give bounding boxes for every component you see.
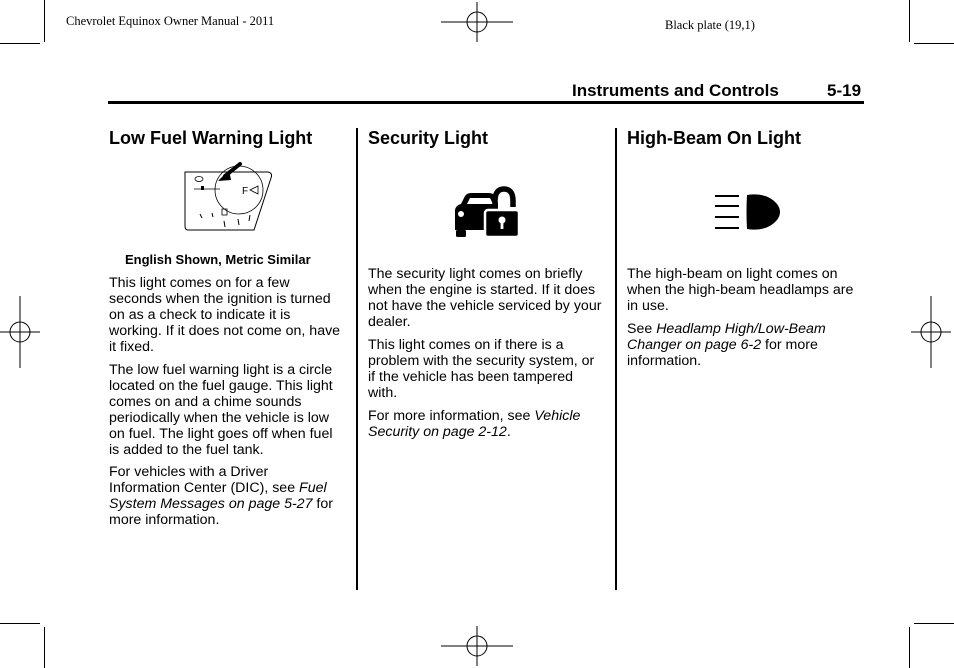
paragraph [627,321,863,369]
crop-mark [909,627,910,668]
text-line [109,496,349,512]
text-line: For vehicles with a Driver [109,464,269,480]
text-run: . [506,424,511,440]
paragraph [627,266,863,314]
registration-mark [0,296,40,368]
paragraph-text [627,321,863,369]
cross-reference-link[interactable]: System Messages on page 5-27 [109,496,313,512]
crop-mark [0,43,40,44]
heading-low-fuel: Low Fuel Warning Light [109,128,313,148]
text-run: for more information. [627,337,818,369]
text-line [109,480,349,496]
column-divider [615,128,617,590]
low-fuel-gauge-icon [182,160,274,234]
crop-mark [0,623,40,624]
cross-reference-link[interactable]: Headlamp High/Low-Beam Changer on page 6-2 [627,321,826,353]
paragraph [109,464,349,528]
high-beam-icon [713,192,783,232]
text-run: For more information, see [368,408,535,424]
registration-mark [441,626,513,666]
text-run: Information Center (DIC), see [109,480,300,496]
section-title: Instruments and Controls [572,81,779,100]
paragraph-text [368,408,606,440]
security-lock-icon [453,186,519,238]
text-run: for [312,496,333,512]
heading-security-light: Security Light [368,128,489,148]
column-divider [356,128,358,590]
registration-mark [911,296,951,368]
text-line: more information. [109,512,220,528]
paragraph [109,275,345,355]
crop-mark [44,627,45,668]
paragraph-text: This light comes on if there is a problem with the security system, or if the vehicle has been tampered with. [368,337,595,401]
gauge-label: F [242,186,249,197]
paragraph-text: This light comes on for a few seconds when the ignition is turned on as a check to indicate it is working. If it does not come on, have it fixed. [109,275,341,355]
paragraph [368,337,596,401]
cross-reference-link[interactable]: Fuel [299,480,327,496]
text-run: See [627,321,657,337]
figure-caption: English Shown, Metric Similar [125,252,311,267]
paragraph [368,408,606,440]
running-header-left: Chevrolet Equinox Owner Manual - 2011 [66,14,275,28]
crop-mark [909,0,910,42]
crop-mark [44,0,45,42]
paragraph-text: The security light comes on briefly when the engine is started. If it does not have the vehicle serviced by your dealer. [368,266,602,330]
crop-mark [914,623,954,624]
running-header-right: Black plate (19,1) [665,18,755,32]
cross-reference-link[interactable]: Vehicle Security on page 2-12 [368,408,581,440]
registration-mark [441,2,513,42]
header-rule [108,101,864,104]
paragraph [368,266,606,330]
page-number: 5-19 [827,81,862,100]
paragraph-text: The low fuel warning light is a circle located on the fuel gauge. This light comes on and a chime sounds periodically when the vehicle is low on fuel. The light goes off when fuel is added to the fuel tank. [109,362,333,458]
heading-high-beam: High-Beam On Light [627,128,801,148]
crop-mark [914,43,954,44]
paragraph-text: The high-beam on light comes on when the high-beam headlamps are in use. [627,266,854,314]
paragraph [109,362,345,458]
